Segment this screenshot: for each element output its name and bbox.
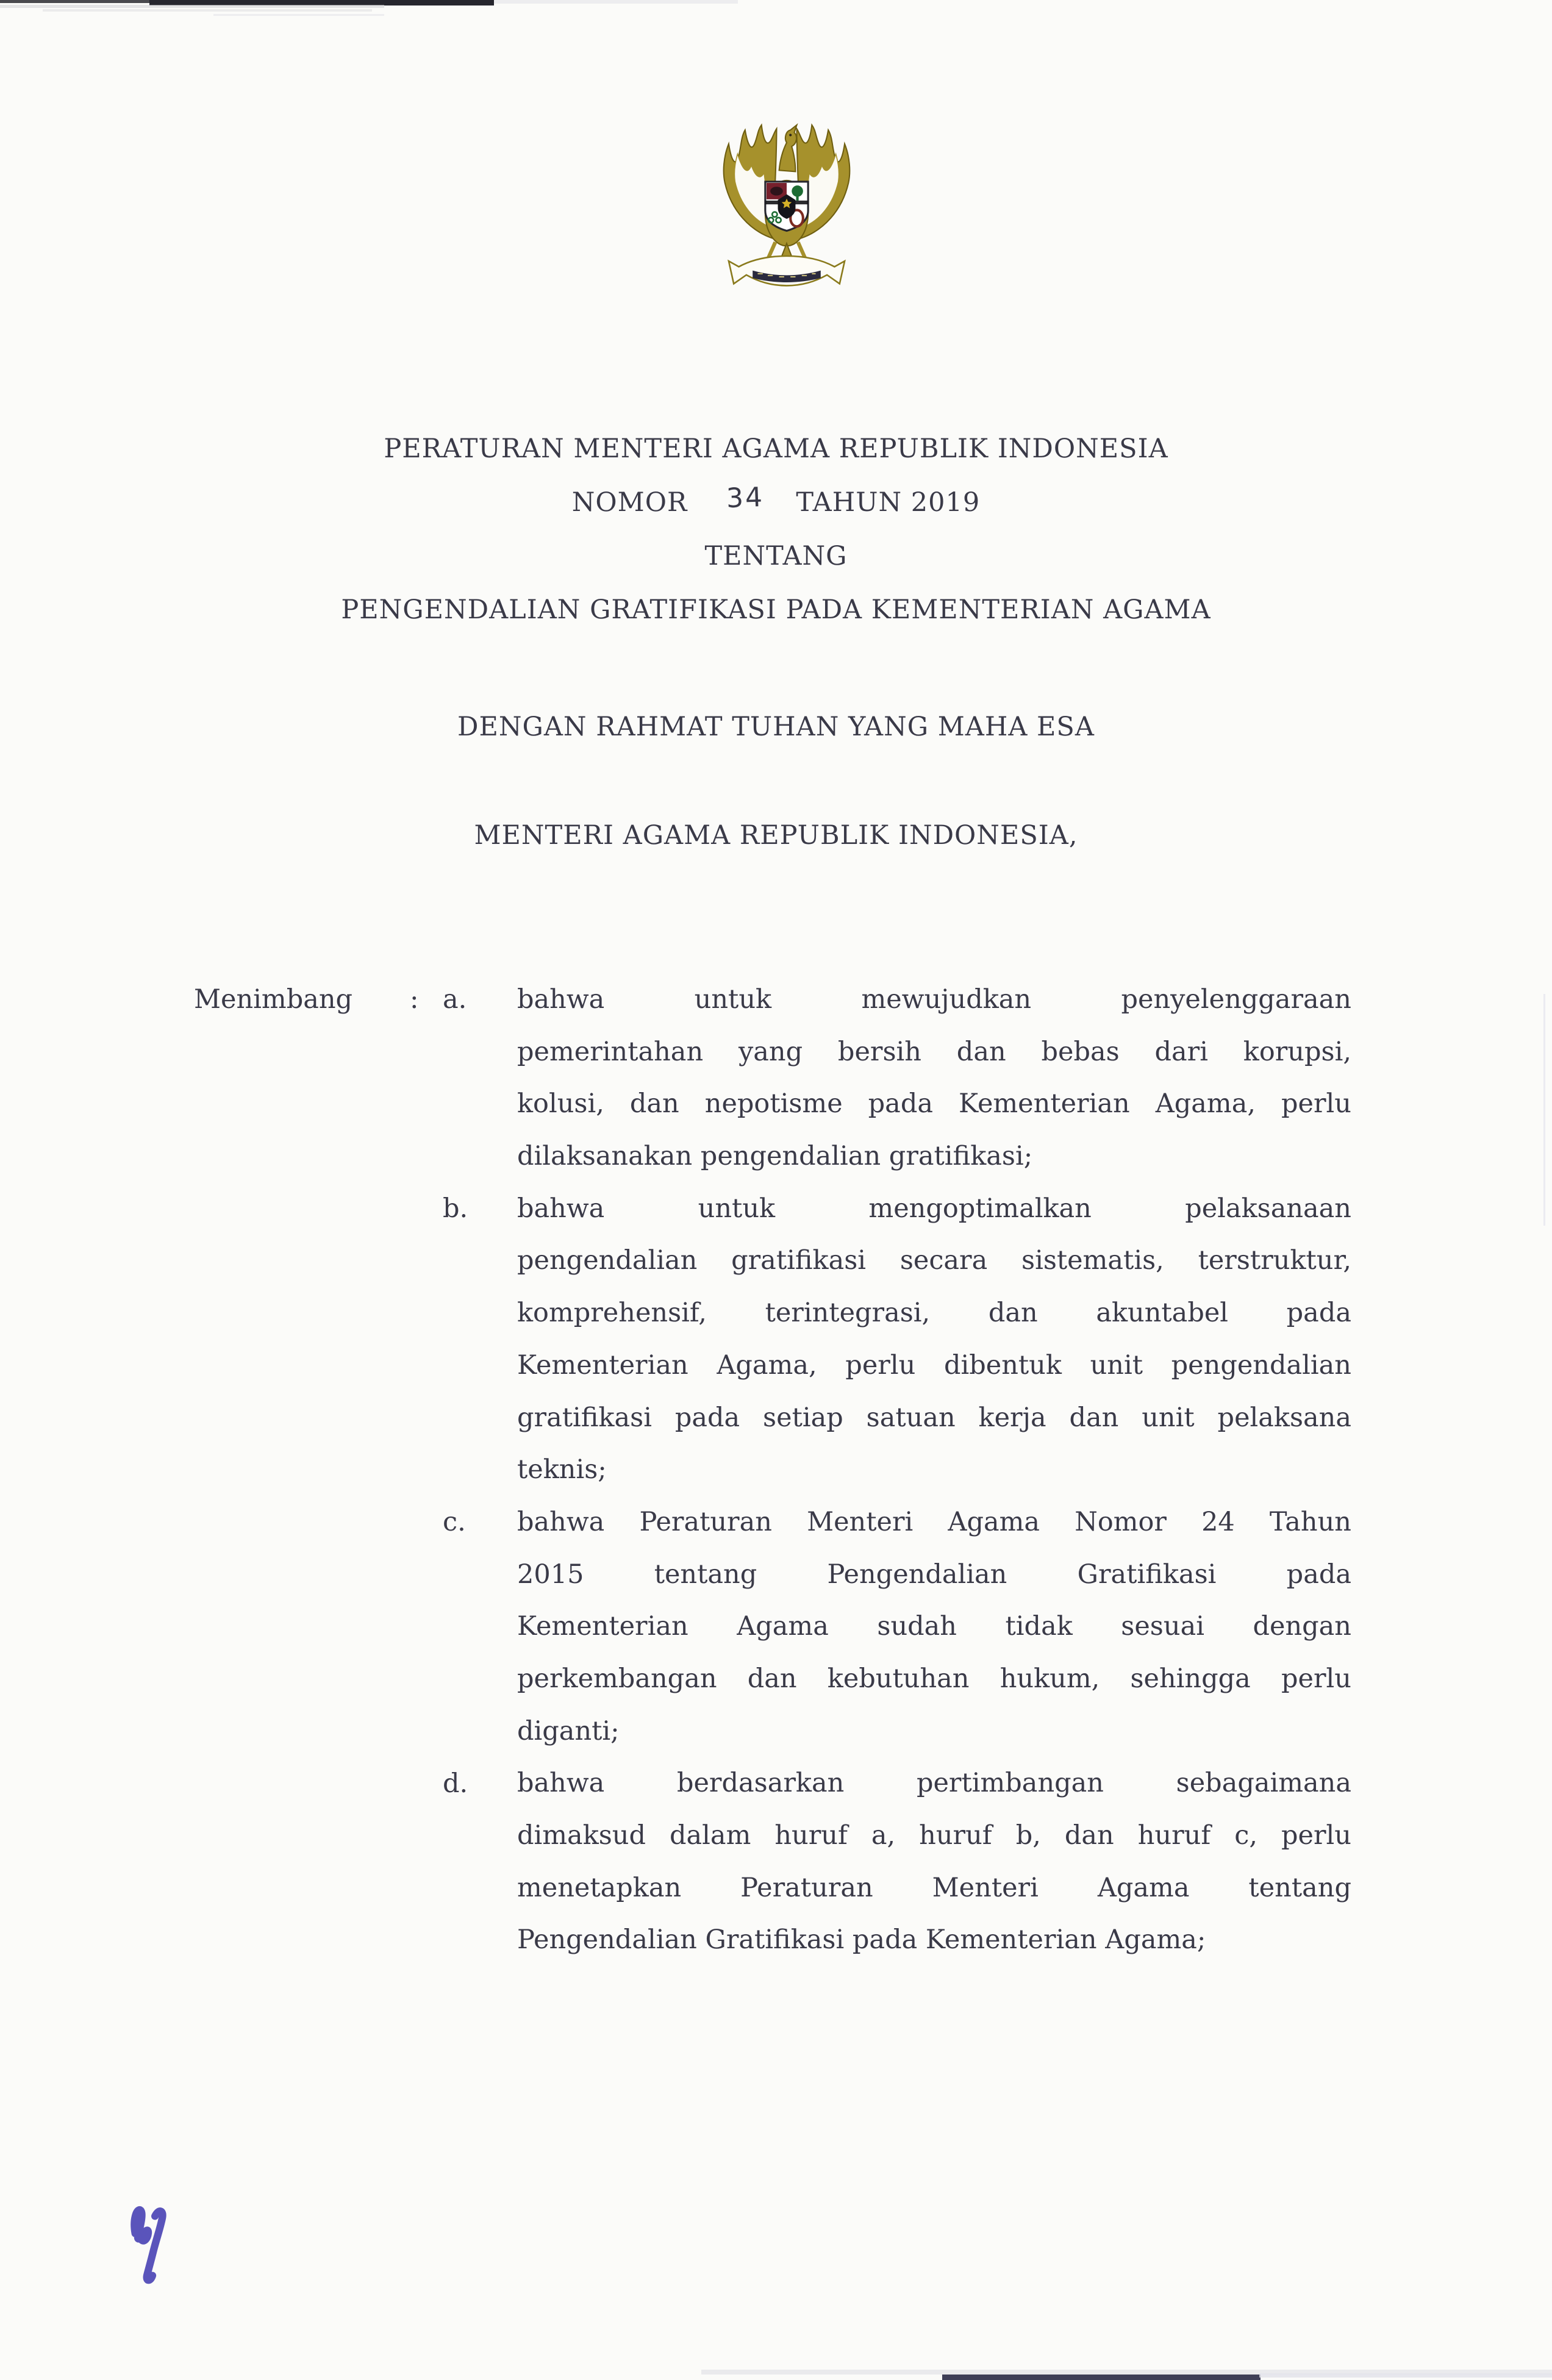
page-title-line-1: PERATURAN MENTERI AGAMA REPUBLIK INDONESIA <box>384 434 1168 464</box>
scan-artifact-top-smudge <box>213 14 384 16</box>
menimbang-colon: : <box>410 984 419 1015</box>
body-line: pemerintahan yang bersih dan bebas dari korupsi, <box>517 1036 1351 1067</box>
scan-artifact-top-smudge <box>0 5 384 8</box>
body-line: bahwa berdasarkan pertimbangan sebagaimana <box>517 1768 1351 1799</box>
body-line: teknis; <box>517 1454 607 1485</box>
body-line: bahwa Peraturan Menteri Agama Nomor 24 Tahun <box>517 1506 1351 1537</box>
body-line: bahwa untuk mewujudkan penyelenggaraan <box>517 984 1351 1015</box>
scan-artifact-top-smudge <box>43 9 372 12</box>
menimbang-label: Menimbang <box>194 984 353 1015</box>
garuda-pancasila-emblem <box>692 107 881 296</box>
body-line: Kementerian Agama sudah tidak sesuai dengan <box>517 1611 1351 1642</box>
tahun-label: TAHUN 2019 <box>796 487 981 518</box>
scan-artifact-right-edge <box>1543 994 1545 1226</box>
body-line: gratifikasi pada setiap satuan kerja dan unit pelaksana <box>517 1402 1351 1433</box>
body-line: perkembangan dan kebutuhan hukum, sehingga perlu <box>517 1663 1351 1694</box>
item-marker-d: d. <box>443 1768 468 1799</box>
body-line: dimaksud dalam huruf a, huruf b, dan huruf c, perlu <box>517 1820 1351 1851</box>
body-line: 2015 tentang Pengendalian Gratifikasi pada <box>517 1559 1351 1590</box>
body-line: dilaksanakan pengendalian gratifikasi; <box>517 1141 1033 1172</box>
item-marker-c: c. <box>443 1507 466 1537</box>
regulation-subject: PENGENDALIAN GRATIFIKASI PADA KEMENTERIAN AGAMA <box>341 595 1211 625</box>
nomor-label: NOMOR <box>571 487 688 518</box>
scan-artifact-bottom-edge <box>942 2375 1261 2380</box>
regulation-number-line <box>0 481 1552 521</box>
tentang-label: TENTANG <box>704 541 848 571</box>
item-marker-a: a. <box>443 984 467 1015</box>
body-line: Kementerian Agama, perlu dibentuk unit pengendalian <box>517 1349 1351 1381</box>
body-line: pengendalian gratifikasi secara sistematis, terstruktur, <box>517 1245 1351 1276</box>
handwritten-initial <box>125 2203 175 2289</box>
scan-artifact-top-edge <box>0 0 152 3</box>
scan-artifact-top-smudge <box>494 0 738 4</box>
body-line: menetapkan Peraturan Menteri Agama tentang <box>517 1872 1351 1903</box>
body-line: kolusi, dan nepotisme pada Kementerian Agama, perlu <box>517 1088 1351 1120</box>
considerations-block <box>443 974 1351 1967</box>
authority-line: MENTERI AGAMA REPUBLIK INDONESIA, <box>474 820 1078 851</box>
body-line: komprehensif, terintegrasi, dan akuntabel pada <box>517 1298 1351 1329</box>
item-marker-b: b. <box>443 1193 468 1224</box>
body-line: Pengendalian Gratifikasi pada Kementerian Agama; <box>517 1924 1206 1956</box>
body-line: bahwa untuk mengoptimalkan pelaksanaan <box>517 1193 1351 1224</box>
invocation-line: DENGAN RAHMAT TUHAN YANG MAHA ESA <box>457 712 1095 742</box>
scan-artifact-bottom-smudge <box>1259 2373 1552 2378</box>
body-line: diganti; <box>517 1715 620 1746</box>
nomor-value-handwritten: 34 <box>726 481 765 515</box>
